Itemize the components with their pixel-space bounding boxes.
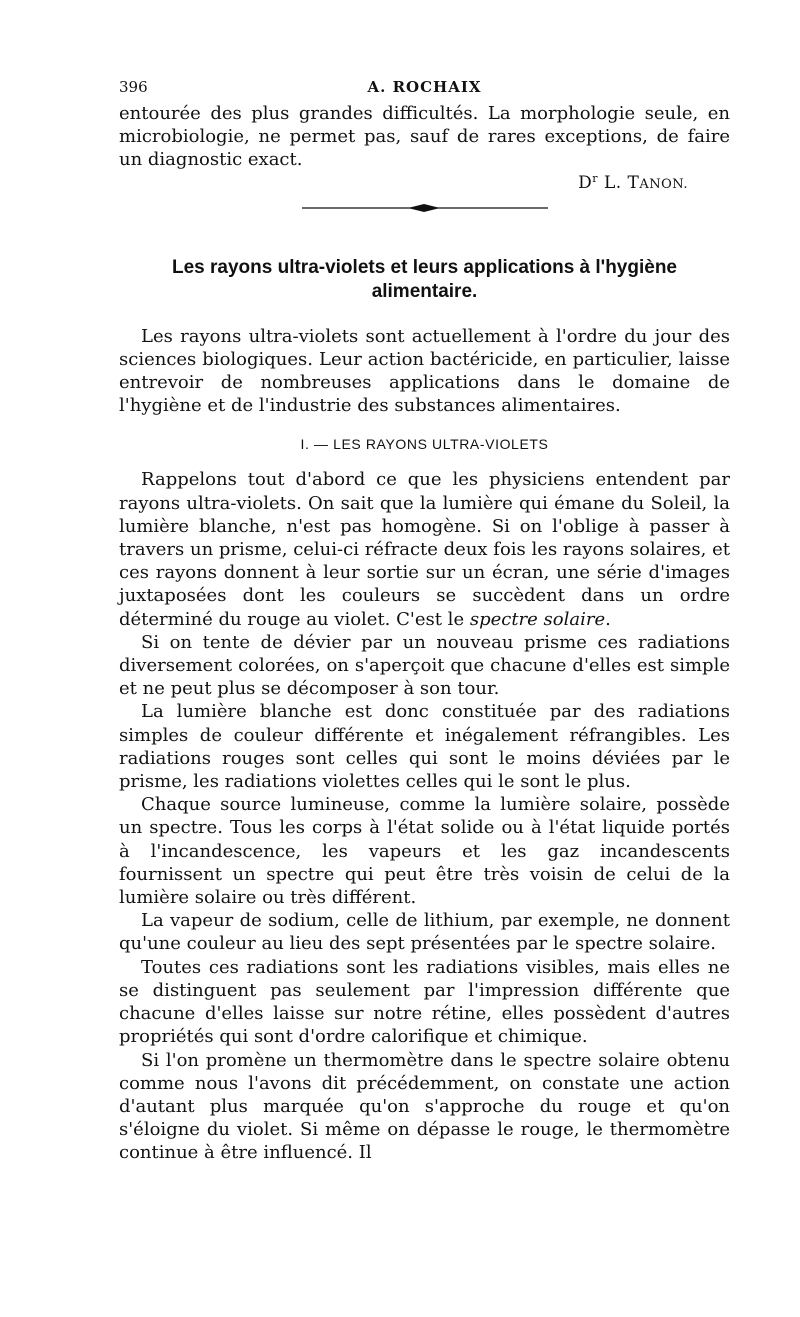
page-content — [119, 78, 730, 1165]
running-title: A. ROCHAIX — [367, 78, 482, 96]
paragraph-1-text: Rappelons tout d'abord ce que les physiciens entendent par rayons ultra-violets. On sait que la lumière qui émane du Soleil, la lumière blanche, n'est pas homogène. Si on l'oblige à passer à travers un prisme, celui-ci réfracte deux fois les rayons solaires, et ces rayons donnent à leur sortie sur un écran, une série d'images juxtaposées dont les couleurs se succèdent dans un ordre déterminé du rouge au violet. C'est le — [119, 469, 730, 630]
paragraph-1-end: . — [605, 608, 611, 630]
article-lead-paragraph: Les rayons ultra-violets sont actuellement à l'ordre du jour des sciences biologiques. Leur action bactéricide, en particulier, laisse entrevoir de nombreuses applications dans le domaine de l'hygiène et de l'industrie des substances alimentaires. — [119, 325, 730, 417]
paragraph-1-italic: spectre solaire — [469, 608, 606, 630]
paragraph-5: La vapeur de sodium, celle de lithium, par exemple, ne donnent qu'une couleur au lieu des sept présentées par le spectre solaire. — [119, 910, 730, 955]
separator-ornament — [300, 201, 550, 215]
paragraph-2: Si on tente de dévier par un nouveau prisme ces radiations diversement colorées, on s'aperçoit que chacune d'elles est simple et ne peut plus se décomposer à son tour. — [119, 631, 730, 700]
article-title: Les rayons ultra-violets et leurs applications à l'hygiène alimentaire. — [171, 256, 677, 302]
previous-article-closing: entourée des plus grandes difficultés. La morphologie seule, en microbiologie, ne permet pas, sauf de rares exceptions, de faire un diagnostic exact. — [119, 103, 730, 171]
signature-superscript: r — [592, 171, 599, 185]
paragraph-4: Chaque source lumineuse, comme la lumière solaire, possède un spectre. Tous les corps à l'état solide ou à l'état liquide portés à l'incandescence, les vapeurs et les gaz incandescents fournissent un spectre qui peut être très voisin de celui de la lumière solaire ou très différent. — [119, 794, 730, 909]
page-number: 396 — [119, 78, 148, 96]
paragraph-6: Toutes ces radiations sont les radiations visibles, mais elles ne se distinguent pas seulement par l'impression différente que chacune d'elles laisse sur notre rétine, elles possèdent d'autres propriétés qui sont d'ordre calorifique et chimique. — [119, 956, 730, 1048]
paragraph-7: Si l'on promène un thermomètre dans le spectre solaire obtenu comme nous l'avons dit précédemment, on constate une action d'autant plus marquée qu'on s'approche du rouge et qu'on s'éloigne du violet. Si même on dépasse le rouge, le thermomètre continue à être influencé. Il — [119, 1049, 730, 1164]
signature-rest: ANON. — [639, 176, 688, 192]
paragraph-1 — [119, 468, 730, 630]
section-heading: I. — LES RAYONS ULTRA-VIOLETS — [300, 436, 549, 453]
paragraph-3: La lumière blanche est donc constituée par des radiations simples de couleur différente et inégalement réfrangibles. Les radiations rouges sont celles qui sont le moins déviées par le prisme, les radiations violettes celles qui le sont le plus. — [119, 701, 730, 793]
signature-prefix: D — [578, 172, 593, 193]
author-signature — [119, 173, 730, 193]
running-header — [119, 78, 730, 102]
signature-initial: L. T — [603, 172, 640, 193]
